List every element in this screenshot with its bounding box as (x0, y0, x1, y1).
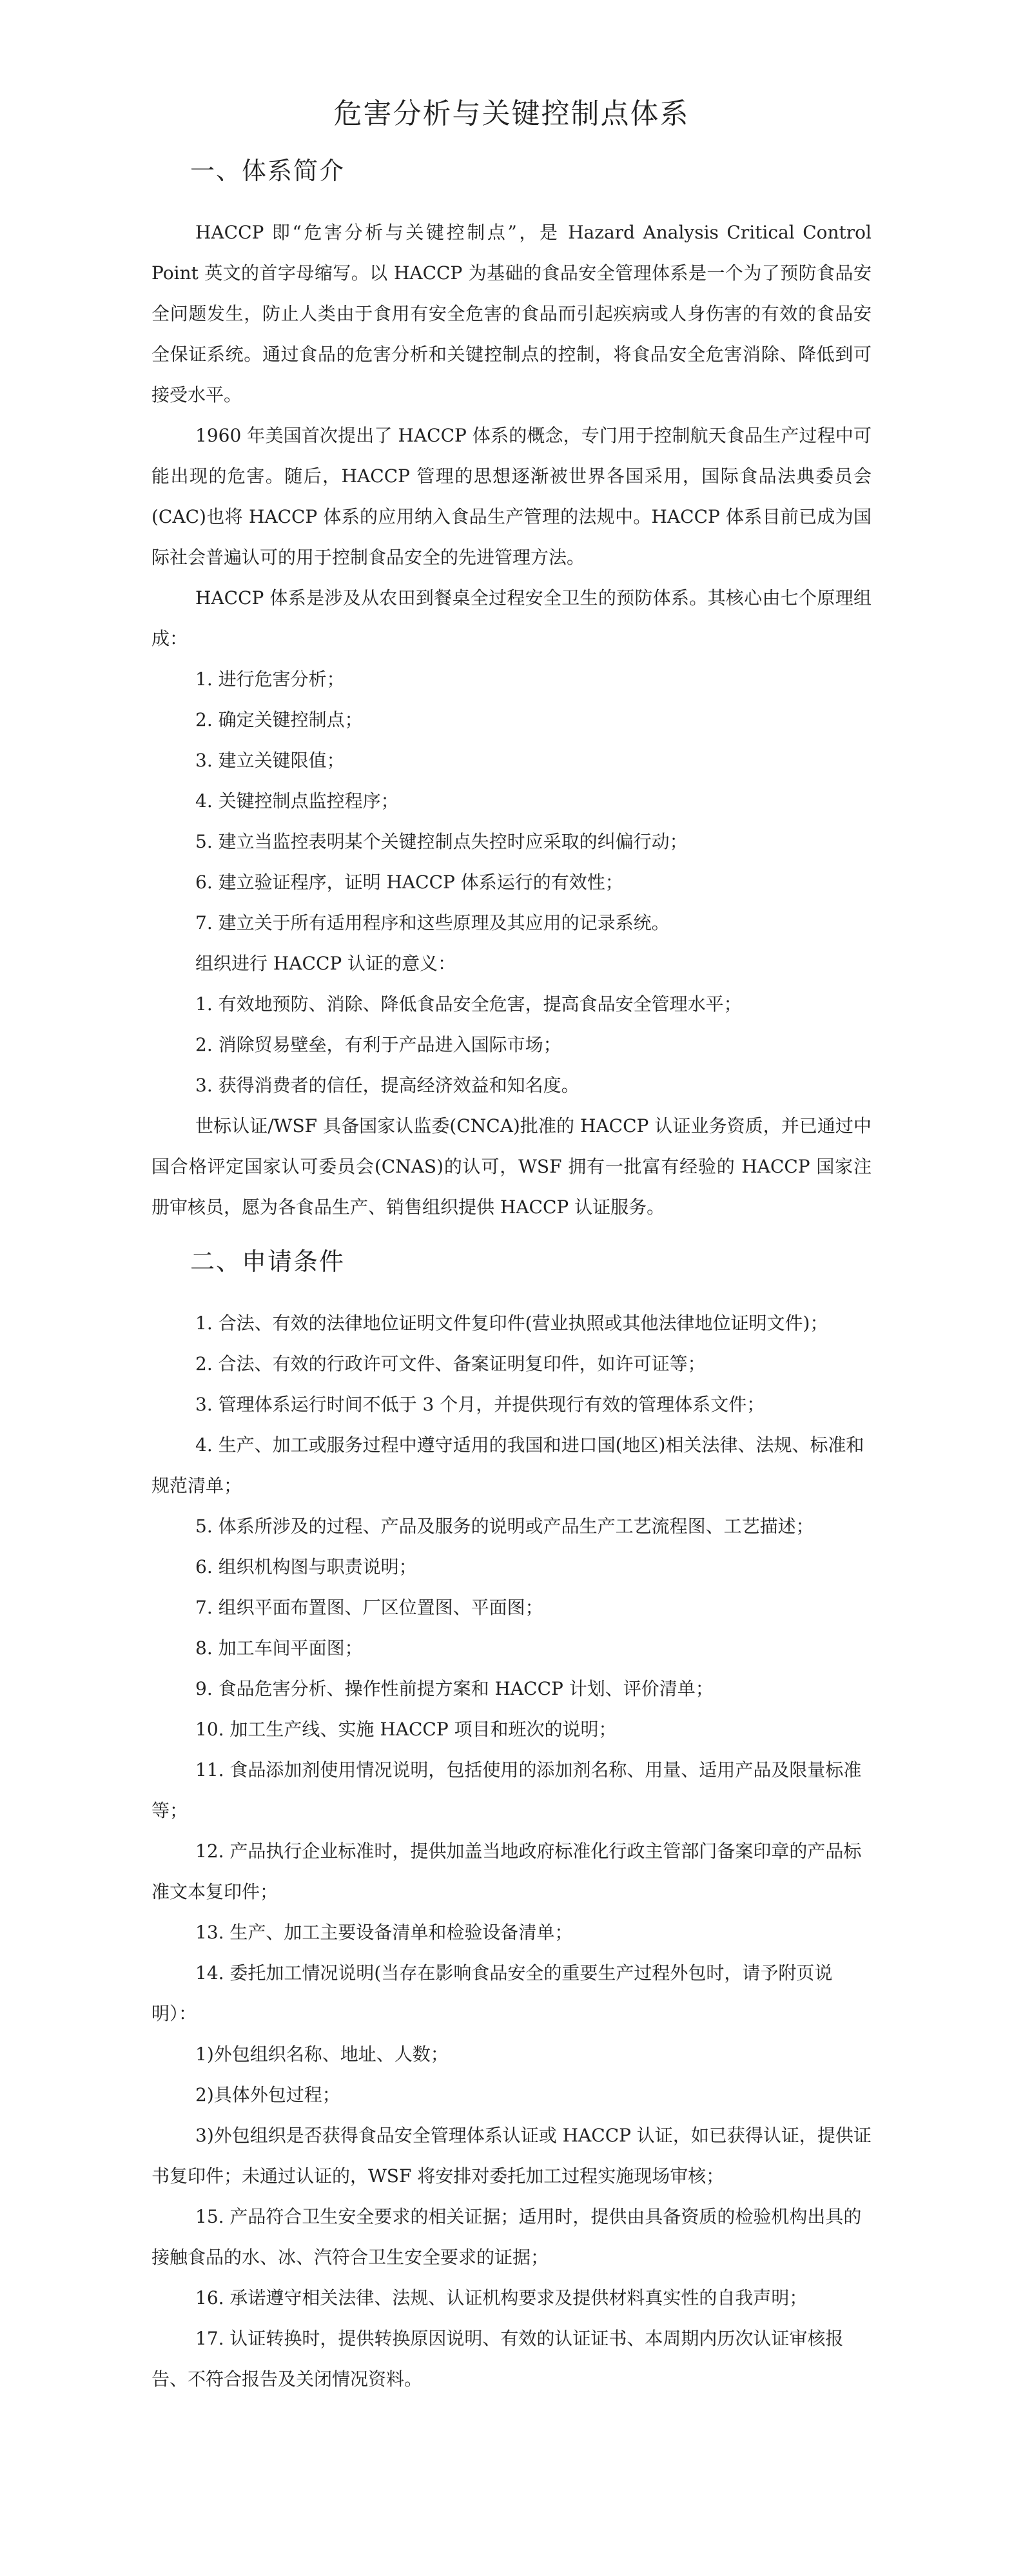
intro-paragraph-wsf-qualification: 世标认证/WSF 具备国家认监委(CNCA)批准的 HACCP 认证业务资质，并已通过中国合格评定国家认可委员会(CNAS)的认可，WSF 拥有一批富有经验的 HACCP 国家注册审核员，愿为各食品生产、销售组织提供 HACCP 认证服务。 (151, 1115, 872, 1218)
principles-list (151, 659, 872, 943)
list-item: 2)具体外包过程； (195, 2084, 340, 2105)
intro-paragraph-principles-lead: HACCP 体系是涉及从农田到餐桌全过程安全卫生的预防体系。其核心由七个原理组成： (151, 587, 872, 649)
list-item: 1. 合法、有效的法律地位证明文件复印件(营业执照或其他法律地位证明文件)； (195, 1312, 828, 1334)
list-item: 4. 关键控制点监控程序； (195, 790, 399, 812)
list-item: 17. 认证转换时，提供转换原因说明、有效的认证证书、本周期内历次认证审核报告、不符合报告及关闭情况资料。 (151, 2328, 844, 2390)
list-item: 3)外包组织是否获得食品安全管理体系认证或 HACCP 认证，如已获得认证，提供证书复印件；未通过认证的，WSF 将安排对委托加工过程实施现场审核； (151, 2125, 872, 2187)
intro-paragraph-history: 1960 年美国首次提出了 HACCP 体系的概念，专门用于控制航天食品生产过程中可能出现的危害。随后，HACCP 管理的思想逐渐被世界各国采用，国际食品法典委员会(CAC)也将 HACCP 体系的应用纳入食品生产管理的法规中。HACCP 体系目前已成为国际社会普遍认可的用于控制食品安全的先进管理方法。 (151, 425, 872, 568)
list-item: 4. 生产、加工或服务过程中遵守适用的我国和进口国(地区)相关法律、法规、标准和规范清单； (151, 1434, 864, 1496)
list-item: 1. 进行危害分析； (195, 668, 345, 690)
list-item: 13. 生产、加工主要设备清单和检验设备清单； (195, 1922, 573, 1943)
section-heading-intro: 一、体系简介 (190, 157, 346, 185)
list-item: 3. 建立关键限值； (195, 750, 345, 771)
list-item: 15. 产品符合卫生安全要求的相关证据；适用时，提供由具备资质的检验机构出具的接触食品的水、冰、汽符合卫生安全要求的证据； (151, 2206, 862, 2268)
list-item: 5. 体系所涉及的过程、产品及服务的说明或产品生产工艺流程图、工艺描述； (195, 1516, 814, 1537)
list-item: 7. 建立关于所有适用程序和这些原理及其应用的记录系统。 (195, 912, 670, 933)
list-item: 3. 管理体系运行时间不低于 3 个月，并提供现行有效的管理体系文件； (195, 1394, 765, 1415)
list-item: 14. 委托加工情况说明(当存在影响食品安全的重要生产过程外包时，请予附页说明）： (151, 1962, 833, 2024)
list-item: 12. 产品执行企业标准时，提供加盖当地政府标准化行政主管部门备案印章的产品标准文本复印件； (151, 1840, 862, 1902)
significance-intro: 组织进行 HACCP 认证的意义： (195, 953, 456, 974)
list-item: 8. 加工车间平面图； (195, 1637, 363, 1659)
list-item: 1)外包组织名称、地址、人数； (195, 2044, 449, 2065)
list-item: 2. 确定关键控制点； (195, 709, 363, 730)
document-title: 危害分析与关键控制点体系 (333, 97, 690, 130)
list-item: 6. 组织机构图与职责说明； (195, 1556, 417, 1577)
list-item: 7. 组织平面布置图、厂区位置图、平面图； (195, 1597, 543, 1618)
list-item: 3. 获得消费者的信任，提高经济效益和知名度。 (195, 1075, 580, 1096)
list-item: 2. 消除贸易壁垒，有利于产品进入国际市场； (195, 1034, 561, 1055)
list-item: 9. 食品危害分析、操作性前提方案和 HACCP 计划、评价清单； (195, 1678, 714, 1699)
list-item: 5. 建立当监控表明某个关键控制点失控时应采取的纠偏行动； (195, 831, 688, 852)
intro-paragraph-haccp-definition: HACCP 即“危害分析与关键控制点”，是 Hazard Analysis Critical Control Point 英文的首字母缩写。以 HACCP 为基础的食品安全管理体系是一个为了预防食品安全问题发生，防止人类由于食用有安全危害的食品而引起疾病或人身伤害的有效的食品安全保证系统。通过食品的危害分析和关键控制点的控制，将食品安全危害消除、降低到可接受水平。 (151, 222, 872, 405)
section-heading-requirements: 二、申请条件 (190, 1247, 346, 1276)
list-item: 2. 合法、有效的行政许可文件、备案证明复印件，如许可证等； (195, 1353, 706, 1374)
list-item: 1. 有效地预防、消除、降低食品安全危害，提高食品安全管理水平； (195, 993, 742, 1015)
requirements-list (151, 1303, 872, 2399)
significance-list (151, 984, 872, 1106)
list-item: 6. 建立验证程序，证明 HACCP 体系运行的有效性； (195, 872, 623, 893)
list-item: 11. 食品添加剂使用情况说明，包括使用的添加剂名称、用量、适用产品及限量标准等； (151, 1759, 862, 1821)
list-item: 16. 承诺遵守相关法律、法规、认证机构要求及提供材料真实性的自我声明； (195, 2287, 808, 2308)
list-item: 10. 加工生产线、实施 HACCP 项目和班次的说明； (195, 1719, 617, 1740)
